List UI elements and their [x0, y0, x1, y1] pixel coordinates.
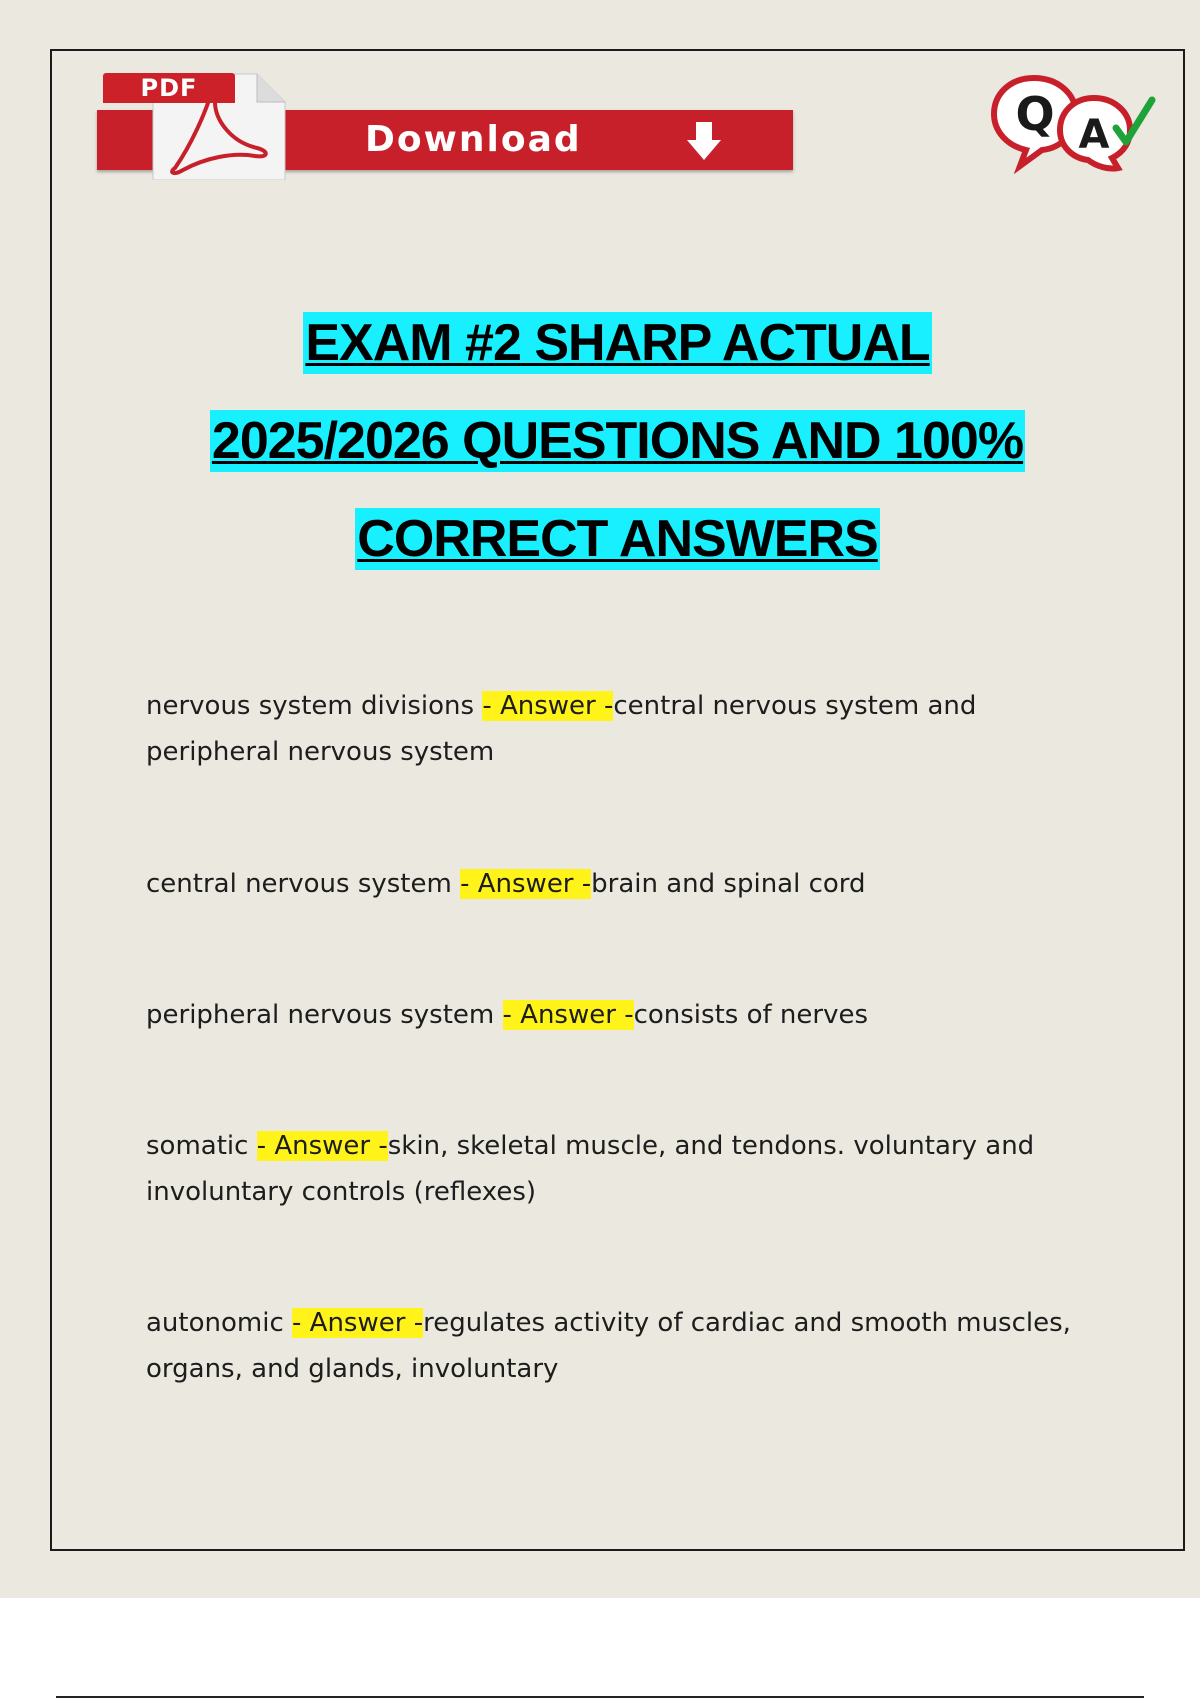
qa-item: [146, 1300, 1086, 1392]
answer-separator: - Answer -: [292, 1308, 424, 1338]
logo-a-letter: A: [1078, 112, 1110, 158]
answer-separator: - Answer -: [256, 1131, 388, 1161]
qa-item: [146, 861, 866, 907]
answer-separator: - Answer -: [460, 869, 592, 899]
qa-term: peripheral nervous system: [146, 1000, 503, 1030]
pdf-tab-label: PDF: [103, 73, 235, 103]
logo-q-letter: Q: [1015, 87, 1055, 141]
qa-term: central nervous system: [146, 869, 461, 899]
pdf-download-banner[interactable]: [97, 70, 793, 180]
download-label: Download: [365, 119, 582, 160]
qa-term: nervous system divisions: [146, 691, 483, 721]
qa-answer: consists of nerves: [633, 1000, 868, 1030]
qa-term: autonomic: [146, 1308, 293, 1338]
qa-answer: brain and spinal cord: [591, 869, 866, 899]
answer-separator: - Answer -: [482, 691, 614, 721]
download-arrow-icon: [685, 120, 723, 162]
qa-answer: central nervous system and peripheral nervous system: [146, 691, 977, 767]
qa-item: [146, 1123, 1086, 1215]
title-line-3: CORRECT ANSWERS: [357, 510, 878, 568]
qa-term: somatic: [146, 1131, 257, 1161]
title-line-1: EXAM #2 SHARP ACTUAL: [305, 314, 930, 372]
answer-separator: - Answer -: [502, 1000, 634, 1030]
title-line-2: 2025/2026 QUESTIONS AND 100%: [211, 412, 1024, 470]
qa-logo: [990, 70, 1156, 174]
bottom-divider: [56, 1696, 1144, 1698]
document-title: [60, 312, 1175, 570]
qa-item: [146, 683, 1086, 775]
qa-answer: regulates activity of cardiac and smooth muscles, organs, and glands, involuntary: [146, 1308, 1071, 1384]
qa-answer: skin, skeletal muscle, and tendons. voluntary and involuntary controls (reflexes): [146, 1131, 1035, 1207]
qa-item: [146, 992, 868, 1038]
